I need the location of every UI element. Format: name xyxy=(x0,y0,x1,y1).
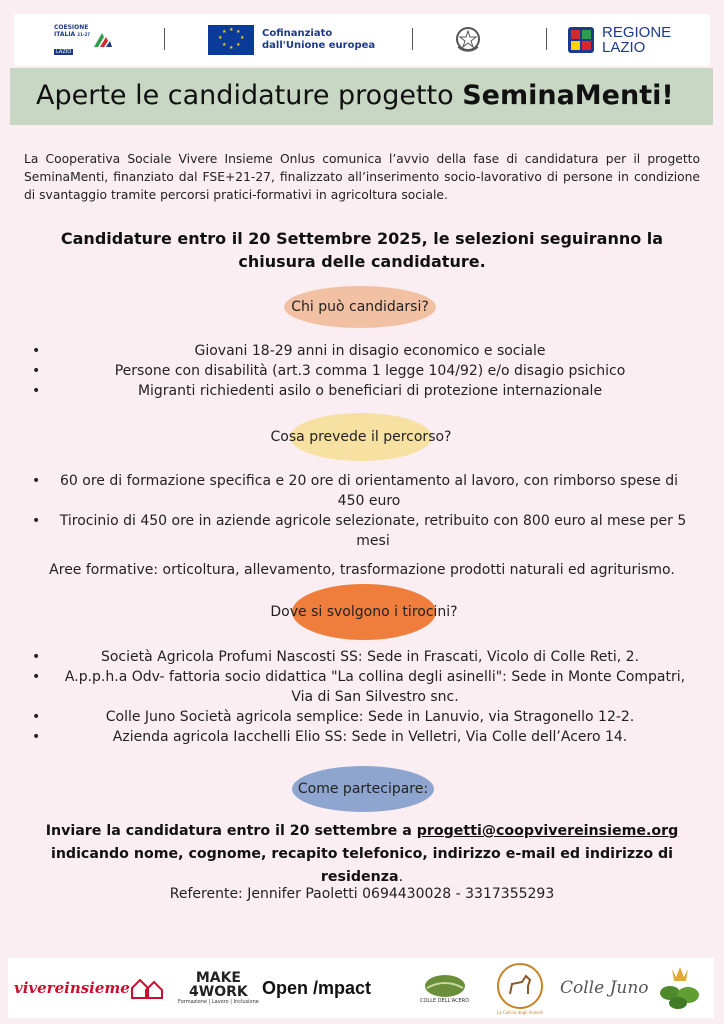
eu-logo xyxy=(208,24,375,56)
lazio-shield-icon xyxy=(566,25,596,55)
title-project: SeminaMenti! xyxy=(462,80,674,111)
coesione-line2: ITALIA xyxy=(54,30,76,38)
italian-emblem-icon xyxy=(454,25,482,55)
how-heading: Come partecipare: xyxy=(297,781,429,797)
italian-emblem-logo xyxy=(454,24,482,56)
openimpact-logo xyxy=(262,958,371,1018)
how-heading-blob xyxy=(292,766,434,812)
training-areas: Aree formative: orticoltura, allevamento, trasformazione prodotti naturali ed agriturismo. xyxy=(49,562,675,578)
coesione-arrows-icon xyxy=(92,31,114,49)
page-title xyxy=(36,80,674,111)
vivereinsieme-logo xyxy=(14,958,166,1018)
coesione-line1: COESIONE xyxy=(54,23,89,31)
list-item: • Società Agricola Profumi Nascosti SS: Sede in Frascati, Vicolo di Colle Reti, 2. xyxy=(22,647,702,667)
list-item: • Colle Juno Società agricola semplice: Sede in Lanuvio, via Stragonello 12-2. xyxy=(22,707,702,727)
how-text-before: Inviare la candidatura entro il 20 settembre a xyxy=(45,823,417,839)
where-heading: Dove si svolgono i tirocini? xyxy=(270,604,458,620)
separator xyxy=(546,28,547,50)
coesione-region: LAZIO xyxy=(56,48,72,55)
referente: Referente: Jennifer Paoletti 0694430028 - 3317355293 xyxy=(169,886,555,902)
who-heading-blob xyxy=(284,286,436,328)
footer-logos xyxy=(8,958,714,1018)
leaf-logo xyxy=(656,958,704,1018)
how-to-apply xyxy=(20,820,704,889)
separator xyxy=(412,28,413,50)
how-text-end: . xyxy=(398,869,404,885)
colle-acero-text: COLLE DELL'ACERO xyxy=(420,998,470,1004)
list-item: • Migranti richiedenti asilo o beneficiari di protezione internazionale xyxy=(22,381,702,401)
who-heading: Chi può candidarsi? xyxy=(291,299,429,315)
lazio-line1: REGIONE xyxy=(602,24,672,41)
hills-icon xyxy=(423,972,467,998)
list-item: • Persone con disabilità (art.3 comma 1 legge 104/92) e/o disagio psichico xyxy=(22,361,702,381)
title-prefix: Aperte le candidature progetto xyxy=(36,80,463,111)
make4work-logo xyxy=(178,958,259,1018)
who-list xyxy=(22,341,702,401)
what-heading-blob xyxy=(270,413,452,461)
list-item: • Giovani 18-29 anni in disagio economico e sociale xyxy=(22,341,702,361)
leaves-icon xyxy=(656,965,704,1011)
separator xyxy=(164,28,165,50)
colle-juno-logo xyxy=(560,958,649,1018)
eu-text-2: dall'Unione europea xyxy=(262,40,376,51)
list-item: • A.p.p.h.a Odv- fattoria socio didattica "La collina degli asinelli": Sede in Monte Compatri, Via di San Silvestro snc. xyxy=(22,667,702,707)
collina-asinelli-logo xyxy=(496,958,544,1018)
what-list xyxy=(22,471,702,551)
what-heading: Cosa prevede il percorso? xyxy=(270,429,452,445)
where-heading-blob xyxy=(270,584,458,640)
vivereinsieme-text: vivereinsieme xyxy=(14,979,130,997)
make4work-sub: Formazione | Lavoro | Inclusione xyxy=(178,999,259,1005)
list-item: • Azienda agricola Iacchelli Elio SS: Sede in Velletri, Via Colle dell’Acero 14. xyxy=(22,727,702,747)
donkey-badge-icon xyxy=(496,962,544,1010)
colle-acero-logo xyxy=(420,958,469,1018)
coesione-years: 21-27 xyxy=(77,31,91,37)
make4work-line2: 4WORK xyxy=(189,984,248,1000)
logo-bar xyxy=(14,14,710,66)
title-band xyxy=(10,68,713,125)
intro-paragraph: La Cooperativa Sociale Vivere Insieme Onlus comunica l’avvio della fase di candidatura per il progetto SeminaMenti, finanziato dal FSE+21-27, finalizzato all’inserimento socio-lavorativo di persone in condizione di svantaggio tramite percorsi pratici-formativi in agricoltura sociale. xyxy=(24,152,700,202)
collina-text: La Collina degli Asinelli xyxy=(496,1009,544,1015)
list-item: • Tirocinio di 450 ore in aziende agricole selezionate, retribuito con 800 euro al mese per 5 mesi xyxy=(22,511,702,551)
make4work-line1: MAKE xyxy=(195,970,241,986)
openimpact-text: Open /mpact xyxy=(262,977,372,998)
colle-juno-text: Colle Juno xyxy=(560,978,649,998)
where-list xyxy=(22,647,702,747)
eu-text-1: Cofinanziato xyxy=(262,28,333,39)
list-item: • 60 ore di formazione specifica e 20 ore di orientamento al lavoro, con rimborso spese di 450 euro xyxy=(22,471,702,511)
lazio-line2: LAZIO xyxy=(602,39,646,56)
houses-icon xyxy=(130,976,166,1000)
deadline-text: Candidature entro il 20 Settembre 2025, le selezioni seguiranno la chiusura delle candidature. xyxy=(60,229,664,271)
eu-flag-icon: ★ ★ ★ ★ ★ ★ ★ ★ xyxy=(208,25,254,55)
coesione-italia-logo xyxy=(54,24,114,56)
email-link[interactable]: progetti@coopvivereinsieme.org xyxy=(416,823,679,839)
regione-lazio-logo xyxy=(566,24,671,56)
how-text-after: indicando nome, cognome, recapito telefonico, indirizzo e-mail ed indirizzo di residenza xyxy=(50,846,674,885)
